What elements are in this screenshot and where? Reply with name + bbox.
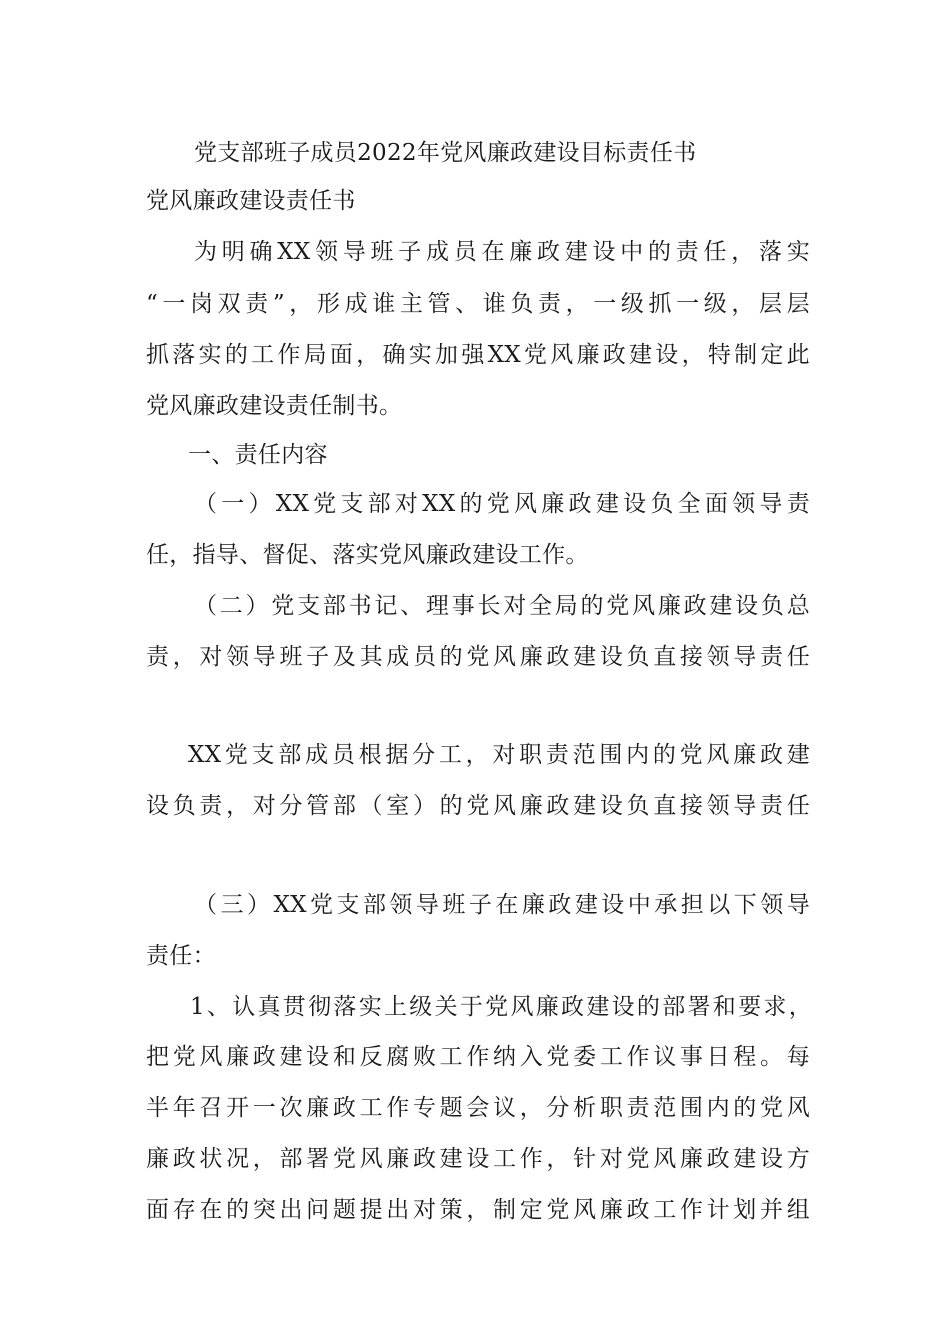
- section-heading: 一、责任内容: [188, 442, 328, 468]
- paragraph-line: 责，对领导班子及其成员的党风廉政建设负直接领导责任: [146, 644, 810, 670]
- paragraph-line: 1、认真贯彻落实上级关于党风廉政建设的部署和要求，: [190, 994, 812, 1020]
- paragraph-line: 党风廉政建设责任制书。: [146, 393, 403, 419]
- paragraph-line: 廉政状况，部署党风廉政建设工作，针对党风廉政建设方: [146, 1146, 810, 1172]
- paragraph-line: 设负责，对分管部（室）的党风廉政建设负直接领导责任: [146, 793, 810, 819]
- paragraph-line: 面存在的突出问题提出对策，制定党风廉政工作计划并组: [146, 1197, 810, 1223]
- paragraph-line: （一）XX党支部对XX的党风廉政建设负全面领导责: [194, 491, 810, 517]
- paragraph-line: 半年召开一次廉政工作专题会议，分析职责范围内的党风: [146, 1095, 810, 1121]
- paragraph-line: 任，指导、督促、落实党风廉政建设工作。: [146, 542, 589, 568]
- paragraph-line: XX党支部成员根据分工，对职责范围内的党风廉政建: [188, 742, 810, 768]
- paragraph-line: 把党风廉政建设和反腐败工作纳入党委工作议事日程。每: [146, 1044, 810, 1070]
- paragraph-line: 为明确XX领导班子成员在廉政建设中的责任，落实: [194, 239, 810, 265]
- paragraph-line: （三）XX党支部领导班子在廉政建设中承担以下领导: [194, 892, 810, 918]
- paragraph-line: “一岗双责”，形成谁主管、谁负责，一级抓一级，层层: [146, 291, 810, 317]
- paragraph-line: （二）党支部书记、理事长对全局的党风廉政建设负总: [194, 593, 810, 619]
- document-subtitle: 党风廉政建设责任书: [146, 188, 356, 214]
- paragraph-line: 抓落实的工作局面，确实加强XX党风廉政建设，特制定此: [146, 342, 810, 368]
- paragraph-line: 责任：: [146, 943, 216, 969]
- document-title: 党支部班子成员2022年党风廉政建设目标责任书: [194, 140, 697, 166]
